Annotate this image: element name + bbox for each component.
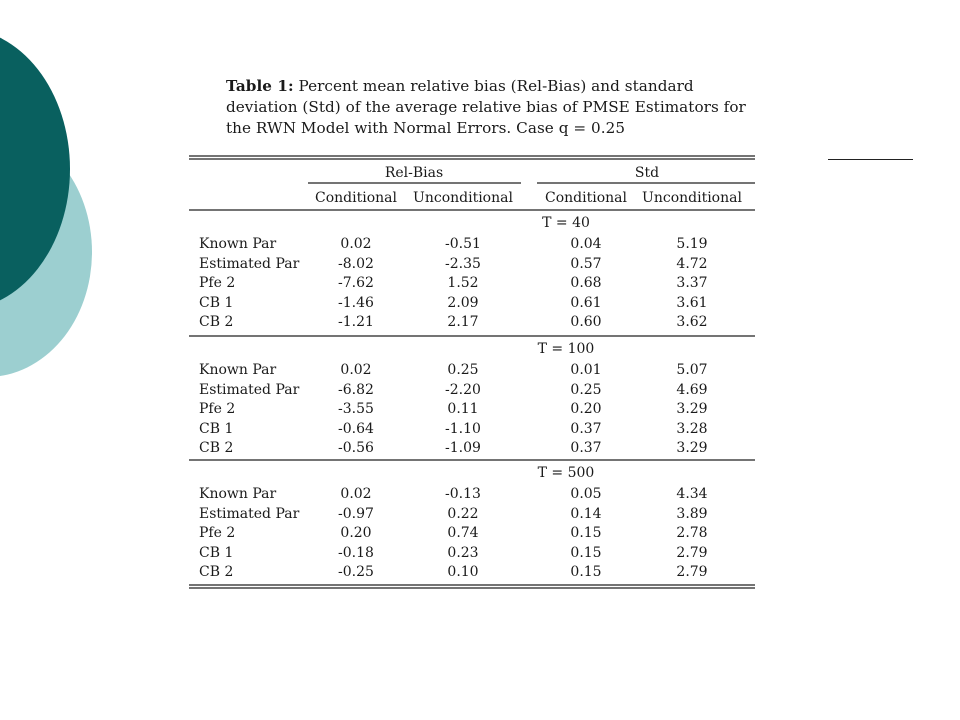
table-cell: 2.17 [447, 314, 479, 331]
table-cell: -0.18 [338, 544, 374, 561]
row-label-cb-2: CB 2 [199, 440, 234, 457]
table-cell: 0.25 [447, 362, 479, 378]
table-cell: 0.15 [570, 564, 602, 581]
section-title: T = 100 [537, 341, 595, 357]
table-cell: 0.68 [570, 275, 602, 292]
table-cell: 1.52 [447, 275, 479, 292]
table-cell: 0.02 [340, 362, 372, 378]
table-cell: 0.15 [570, 525, 602, 542]
table-cell: 3.29 [676, 401, 708, 418]
table-cell: 5.19 [676, 236, 708, 252]
table-cell: -7.62 [338, 275, 374, 292]
table-cell: 2.79 [676, 544, 708, 561]
table-cell: -1.21 [338, 314, 374, 331]
row-label-cb-1: CB 1 [199, 544, 234, 561]
column-header-conditional: Conditional [315, 190, 397, 206]
table-cell: -0.97 [338, 505, 374, 522]
table-cell: 3.37 [676, 275, 708, 292]
table-cell: 0.20 [570, 401, 602, 418]
table-cell: 0.02 [340, 236, 372, 252]
table-cell: 3.61 [676, 294, 708, 311]
row-label-estimated-par: Estimated Par [199, 255, 300, 272]
table-cell: 0.37 [570, 440, 602, 457]
table-cell: -1.10 [445, 420, 481, 437]
table-cell: 0.11 [447, 401, 479, 418]
row-label-known-par: Known Par [199, 362, 277, 378]
table-cell: 5.07 [676, 362, 708, 378]
table-cell: 4.69 [676, 381, 708, 398]
table-cell: 2.09 [447, 294, 479, 311]
table-cell: 0.01 [570, 362, 602, 378]
group-header-rel-bias: Rel-Bias [384, 165, 444, 181]
table-cell: -0.51 [445, 236, 481, 252]
decorative-rule [828, 159, 913, 160]
column-header-unconditional: Unconditional [413, 190, 513, 206]
table-cell: 0.61 [570, 294, 602, 311]
row-label-known-par: Known Par [199, 236, 277, 252]
table-cell: 0.57 [570, 255, 602, 272]
results-table [189, 155, 755, 589]
table-cell: 3.28 [676, 420, 708, 437]
table-cell: 0.25 [570, 381, 602, 398]
table-cell: -1.46 [338, 294, 374, 311]
table-cell: 0.60 [570, 314, 602, 331]
caption-text: Percent mean relative bias (Rel-Bias) and standard deviation (Std) of the average relative bias of PMSE Estimators for the RWN Model with Normal Errors. Case q = 0.25 [226, 77, 746, 137]
table-cell: 0.14 [570, 505, 602, 522]
row-label-known-par: Known Par [199, 486, 277, 502]
table-cell: 3.29 [676, 440, 708, 457]
table-cell: 2.79 [676, 564, 708, 581]
table-cell: 4.72 [676, 255, 708, 272]
row-label-estimated-par: Estimated Par [199, 505, 300, 522]
row-label-estimated-par: Estimated Par [199, 381, 300, 398]
table-cell: 3.62 [676, 314, 708, 331]
row-label-pfe-2: Pfe 2 [199, 275, 236, 292]
row-label-cb-2: CB 2 [199, 564, 234, 581]
table-cell: 0.04 [570, 236, 602, 252]
table-cell: 0.02 [340, 486, 372, 502]
table-cell: -3.55 [338, 401, 374, 418]
table-cell: 0.15 [570, 544, 602, 561]
table-cell: 0.22 [447, 505, 479, 522]
table-cell: 0.10 [447, 564, 479, 581]
table-cell: -0.25 [338, 564, 374, 581]
row-label-pfe-2: Pfe 2 [199, 401, 236, 418]
row-label-cb-2: CB 2 [199, 314, 234, 331]
table-cell: -0.64 [338, 420, 374, 437]
table-cell: 0.23 [447, 544, 479, 561]
row-label-pfe-2: Pfe 2 [199, 525, 236, 542]
table-cell: -0.13 [445, 486, 481, 502]
table-cell: 0.74 [447, 525, 479, 542]
table-cell: -2.35 [445, 255, 481, 272]
column-header-unconditional: Unconditional [642, 190, 742, 206]
table-cell: 0.37 [570, 420, 602, 437]
section-title: T = 40 [542, 215, 590, 231]
table-cell: -6.82 [338, 381, 374, 398]
section-title: T = 500 [537, 465, 595, 481]
group-header-std: Std [634, 165, 660, 181]
table-cell: 3.89 [676, 505, 708, 522]
row-label-cb-1: CB 1 [199, 294, 234, 311]
table-caption [226, 76, 746, 139]
table-cell: 0.05 [570, 486, 602, 502]
table-cell: 4.34 [676, 486, 708, 502]
table-cell: 2.78 [676, 525, 708, 542]
table-cell: -2.20 [445, 381, 481, 398]
table-cell: -0.56 [338, 440, 374, 457]
table-cell: -1.09 [445, 440, 481, 457]
caption-label: Table 1: [226, 77, 294, 95]
row-label-cb-1: CB 1 [199, 420, 234, 437]
table-cell: -8.02 [338, 255, 374, 272]
table-cell: 0.20 [340, 525, 372, 542]
column-header-conditional: Conditional [545, 190, 627, 206]
